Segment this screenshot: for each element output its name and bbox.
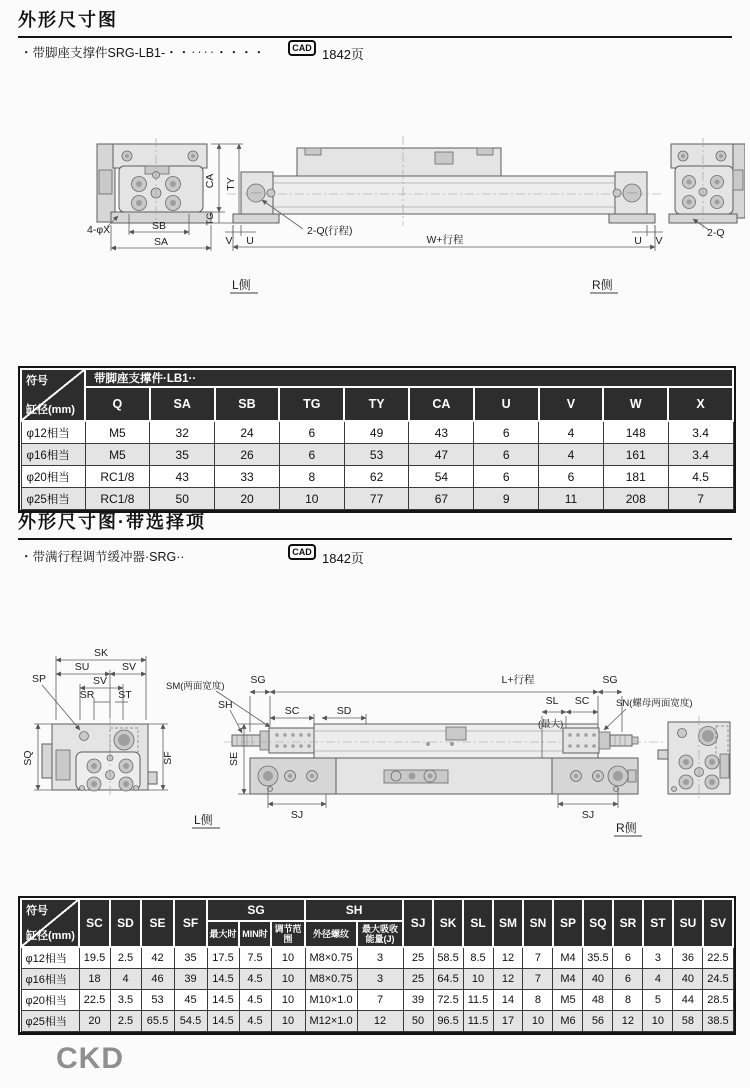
dim-label-sf: SF — [162, 751, 174, 765]
cad-icon — [286, 38, 318, 56]
cell: 4 — [539, 444, 604, 466]
dim-label-sn: SN(螺母两面宽度) — [616, 698, 693, 709]
dim-label-sp: SP — [32, 673, 47, 685]
cell: 14.5 — [207, 990, 239, 1011]
column-header-sa: SA — [150, 387, 215, 421]
symbol-label: 符号 — [26, 375, 48, 387]
corner-header-cell — [21, 899, 79, 947]
cell: 47 — [409, 444, 474, 466]
subheader-sh-thread: 外径螺纹 — [305, 921, 357, 947]
dim-label-se: SE — [228, 751, 240, 767]
table-row — [21, 899, 733, 921]
cell: 45 — [174, 990, 207, 1011]
cell: 6 — [279, 421, 344, 444]
dim-label-ty: TY — [225, 177, 237, 191]
cell: 64.5 — [433, 969, 463, 990]
cell: 26 — [215, 444, 280, 466]
shock-absorber-dimension-drawing — [18, 632, 733, 842]
cell: 22.5 — [79, 990, 110, 1011]
cell: 53 — [344, 444, 409, 466]
symbol-label: 符号 — [26, 905, 48, 917]
column-header-su: SU — [673, 899, 703, 947]
column-header-sb: SB — [215, 387, 280, 421]
column-header-u: U — [474, 387, 539, 421]
dim-label-sh: SH — [218, 699, 233, 711]
section2-subheader — [18, 542, 732, 570]
table-row — [21, 947, 733, 969]
column-header-sq: SQ — [583, 899, 613, 947]
cell: 28.5 — [703, 990, 733, 1011]
dim-label-u-right: U — [634, 235, 642, 247]
table-row — [21, 969, 733, 990]
cell: 3 — [643, 947, 673, 969]
subheader-sg-max: 最大时 — [207, 921, 239, 947]
cell: 49 — [344, 421, 409, 444]
cell: 7 — [668, 488, 733, 510]
dim-label-sd: SD — [336, 705, 352, 717]
cell: 14 — [493, 990, 523, 1011]
dim-label-sl-max: (最大) — [538, 719, 564, 730]
group-header: 带脚座支撑件·LB1·· — [85, 369, 733, 387]
cell: 53 — [141, 990, 174, 1011]
cell: 5 — [643, 990, 673, 1011]
section1-model-label: ・带脚座支撑件SRG-LB1-・・‥‥・・・・ — [20, 46, 266, 60]
cell: 7.5 — [239, 947, 271, 969]
cell: 14.5 — [207, 1011, 239, 1032]
dim-label-sa: SA — [153, 236, 169, 248]
cell: 3.4 — [668, 444, 733, 466]
cell: 40 — [673, 969, 703, 990]
dim-label-tg: TG — [205, 212, 216, 226]
cell: 4 — [643, 969, 673, 990]
cell: 11.5 — [463, 1011, 493, 1032]
column-header-q: Q — [85, 387, 150, 421]
cell: 33 — [215, 466, 280, 488]
foot-bracket-dimensions-table — [20, 368, 734, 510]
cell: 40 — [583, 969, 613, 990]
cell: 6 — [539, 466, 604, 488]
dim-label-sl: SL — [545, 695, 559, 707]
cad-icon — [286, 542, 318, 560]
cell: 58 — [673, 1011, 703, 1032]
column-header-sp: SP — [553, 899, 583, 947]
cell: 20 — [215, 488, 280, 510]
cell: 67 — [409, 488, 474, 510]
foot-bracket-dimensions-table-frame — [18, 366, 736, 513]
cell: 8 — [523, 990, 553, 1011]
column-header-st: ST — [643, 899, 673, 947]
cell: 2.5 — [110, 947, 141, 969]
row-label: φ12相当 — [21, 947, 79, 969]
cell: 25 — [403, 947, 433, 969]
column-header-tg: TG — [279, 387, 344, 421]
cell: 19.5 — [79, 947, 110, 969]
cell: 39 — [174, 969, 207, 990]
cell: 6 — [613, 947, 643, 969]
cell: 20 — [79, 1011, 110, 1032]
section1-title: 外形尺寸图 — [18, 6, 732, 38]
cell: 17.5 — [207, 947, 239, 969]
row-label: φ16相当 — [21, 969, 79, 990]
dim-label-sg-left: SG — [250, 674, 266, 686]
cell: 3.4 — [668, 421, 733, 444]
column-header-sl: SL — [463, 899, 493, 947]
dim-label-foot-hole: 4-φX — [87, 224, 111, 236]
cell: M4 — [553, 969, 583, 990]
cell: 3 — [357, 969, 403, 990]
cell: M8×0.75 — [305, 947, 357, 969]
cell: M5 — [85, 421, 150, 444]
cell: 181 — [603, 466, 668, 488]
cell: 3.5 — [110, 990, 141, 1011]
l-side-label: L侧 — [194, 813, 213, 827]
group-header-sg: SG — [207, 899, 305, 921]
cell: 35 — [174, 947, 207, 969]
section1-subheader — [18, 38, 732, 66]
cell: 161 — [603, 444, 668, 466]
row-label: φ25相当 — [21, 1011, 79, 1032]
shock-absorber-dimensions-table-frame — [18, 896, 736, 1035]
cell: 32 — [150, 421, 215, 444]
subheader-sg-range: 调节范围 — [271, 921, 305, 947]
column-header-ty: TY — [344, 387, 409, 421]
cell: 22.5 — [703, 947, 733, 969]
cell: 11.5 — [463, 990, 493, 1011]
table-row — [21, 488, 733, 510]
cell: 14.5 — [207, 969, 239, 990]
cell: 35 — [150, 444, 215, 466]
cell: 10 — [463, 969, 493, 990]
cell: 7 — [523, 947, 553, 969]
cell: 9 — [474, 488, 539, 510]
dim-label-su: SU — [74, 661, 90, 673]
l-side-label: L侧 — [232, 278, 251, 292]
section2-title: 外形尺寸图·带选择项 — [18, 508, 732, 540]
cell: 10 — [279, 488, 344, 510]
cell: 36 — [673, 947, 703, 969]
cell: 77 — [344, 488, 409, 510]
cell: 11 — [539, 488, 604, 510]
column-header-se: SE — [141, 899, 174, 947]
table-row — [21, 421, 733, 444]
column-header-x: X — [668, 387, 733, 421]
dim-label-v-right: V — [655, 235, 663, 247]
cell: RC1/8 — [85, 466, 150, 488]
cell: 58.5 — [433, 947, 463, 969]
cell: 46 — [141, 969, 174, 990]
row-label: φ25相当 — [21, 488, 85, 510]
subheader-sg-min: MIN时 — [239, 921, 271, 947]
row-label: φ20相当 — [21, 466, 85, 488]
cell: 17 — [493, 1011, 523, 1032]
cell: 10 — [523, 1011, 553, 1032]
dim-label-sg-right: SG — [602, 674, 618, 686]
cell: M8×0.75 — [305, 969, 357, 990]
cell: 6 — [613, 969, 643, 990]
group-header-sh: SH — [305, 899, 403, 921]
cell: 35.5 — [583, 947, 613, 969]
foot-bracket-dimension-drawing — [85, 126, 745, 301]
cell: M5 — [553, 990, 583, 1011]
dim-label-u-left: U — [246, 235, 254, 247]
cell: 6 — [279, 444, 344, 466]
dim-label-sv-lower: SV — [92, 675, 108, 687]
dim-label-sj-left: SJ — [290, 809, 304, 821]
cell: 65.5 — [141, 1011, 174, 1032]
column-header-sr: SR — [613, 899, 643, 947]
cell: 12 — [613, 1011, 643, 1032]
dim-label-st: ST — [118, 689, 132, 701]
cell: 4.5 — [239, 969, 271, 990]
cell: 43 — [409, 421, 474, 444]
cell: 10 — [271, 947, 305, 969]
column-header-sf: SF — [174, 899, 207, 947]
dim-label-sv-upper: SV — [121, 661, 137, 673]
cell: 44 — [673, 990, 703, 1011]
dim-label-w-stroke: W+行程 — [426, 234, 464, 246]
subheader-sh-energy: 最大吸收能量(J) — [357, 921, 403, 947]
cell: 18 — [79, 969, 110, 990]
cell: 54 — [409, 466, 474, 488]
row-label: φ20相当 — [21, 990, 79, 1011]
cell: RC1/8 — [85, 488, 150, 510]
cell: 25 — [403, 969, 433, 990]
dim-label-sk: SK — [93, 647, 109, 659]
table-row — [21, 1011, 733, 1032]
cell: 50 — [150, 488, 215, 510]
row-label: φ16相当 — [21, 444, 85, 466]
cad-page-reference: 1842页 — [322, 551, 364, 566]
table-row — [21, 387, 733, 421]
column-header-sj: SJ — [403, 899, 433, 947]
cad-monitor-icon: CAD — [288, 40, 316, 56]
cell: 10 — [643, 1011, 673, 1032]
cell: M5 — [85, 444, 150, 466]
cell: 148 — [603, 421, 668, 444]
column-header-ca: CA — [409, 387, 474, 421]
cell: 10 — [271, 990, 305, 1011]
cell: 12 — [493, 969, 523, 990]
cell: 48 — [583, 990, 613, 1011]
cell: 12 — [357, 1011, 403, 1032]
column-header-sd: SD — [110, 899, 141, 947]
cell: 10 — [271, 1011, 305, 1032]
cell: M6 — [553, 1011, 583, 1032]
cell: 2.5 — [110, 1011, 141, 1032]
column-header-sn: SN — [523, 899, 553, 947]
dim-label-ca: CA — [204, 173, 216, 189]
cell: 8 — [613, 990, 643, 1011]
cell: 43 — [150, 466, 215, 488]
cell: 42 — [141, 947, 174, 969]
cell: 8.5 — [463, 947, 493, 969]
cell: 4.5 — [239, 1011, 271, 1032]
dim-label-sc-left: SC — [284, 705, 300, 717]
dim-label-sj-right: SJ — [581, 809, 595, 821]
column-header-sc: SC — [79, 899, 110, 947]
dim-label-sr: SR — [79, 689, 95, 701]
cell: 4.5 — [239, 990, 271, 1011]
cell: 7 — [357, 990, 403, 1011]
cell: 54.5 — [174, 1011, 207, 1032]
cell: 39 — [403, 990, 433, 1011]
table-row — [21, 369, 733, 387]
dim-label-sb: SB — [151, 220, 167, 232]
column-header-v: V — [539, 387, 604, 421]
cell: 7 — [523, 969, 553, 990]
cad-monitor-icon: CAD — [288, 544, 316, 560]
dim-label-l-stroke: L+行程 — [501, 674, 535, 686]
dim-label-sm: SM(两面宽度) — [166, 681, 225, 692]
dim-label-sc-right: SC — [574, 695, 590, 707]
dim-label-ports-left: 2-Q(行程) — [307, 225, 353, 237]
column-header-w: W — [603, 387, 668, 421]
corner-header-cell — [21, 369, 85, 421]
cell: 96.5 — [433, 1011, 463, 1032]
cell: 12 — [493, 947, 523, 969]
table-row — [21, 466, 733, 488]
ckd-logo: CKD — [56, 1042, 124, 1075]
cell: M12×1.0 — [305, 1011, 357, 1032]
cell: 3 — [357, 947, 403, 969]
bore-label: 缸径(mm) — [26, 930, 75, 942]
section2-model-label: ・带满行程调节缓冲器·SRG·· — [20, 550, 185, 564]
bore-label: 缸径(mm) — [26, 404, 75, 416]
cell: 38.5 — [703, 1011, 733, 1032]
cad-page-reference: 1842页 — [322, 47, 364, 62]
dim-label-sq: SQ — [22, 750, 34, 766]
cell: 50 — [403, 1011, 433, 1032]
dim-label-ports-right: 2-Q — [707, 227, 725, 239]
cell: 24.5 — [703, 969, 733, 990]
cell: 6 — [474, 444, 539, 466]
cell: M4 — [553, 947, 583, 969]
cell: 8 — [279, 466, 344, 488]
cell: 62 — [344, 466, 409, 488]
cell: 72.5 — [433, 990, 463, 1011]
r-side-label: R侧 — [616, 821, 637, 835]
cell: 6 — [474, 466, 539, 488]
cell: 208 — [603, 488, 668, 510]
shock-absorber-dimensions-table — [20, 898, 734, 1032]
cell: M10×1.0 — [305, 990, 357, 1011]
column-header-sm: SM — [493, 899, 523, 947]
r-side-label: R侧 — [592, 278, 613, 292]
cell: 4 — [110, 969, 141, 990]
cell: 4.5 — [668, 466, 733, 488]
dim-label-v-left: V — [225, 235, 233, 247]
row-label: φ12相当 — [21, 421, 85, 444]
cell: 24 — [215, 421, 280, 444]
table-row — [21, 444, 733, 466]
cell: 6 — [474, 421, 539, 444]
cell: 4 — [539, 421, 604, 444]
cell: 56 — [583, 1011, 613, 1032]
column-header-sv: SV — [703, 899, 733, 947]
column-header-sk: SK — [433, 899, 463, 947]
cell: 10 — [271, 969, 305, 990]
table-row — [21, 990, 733, 1011]
